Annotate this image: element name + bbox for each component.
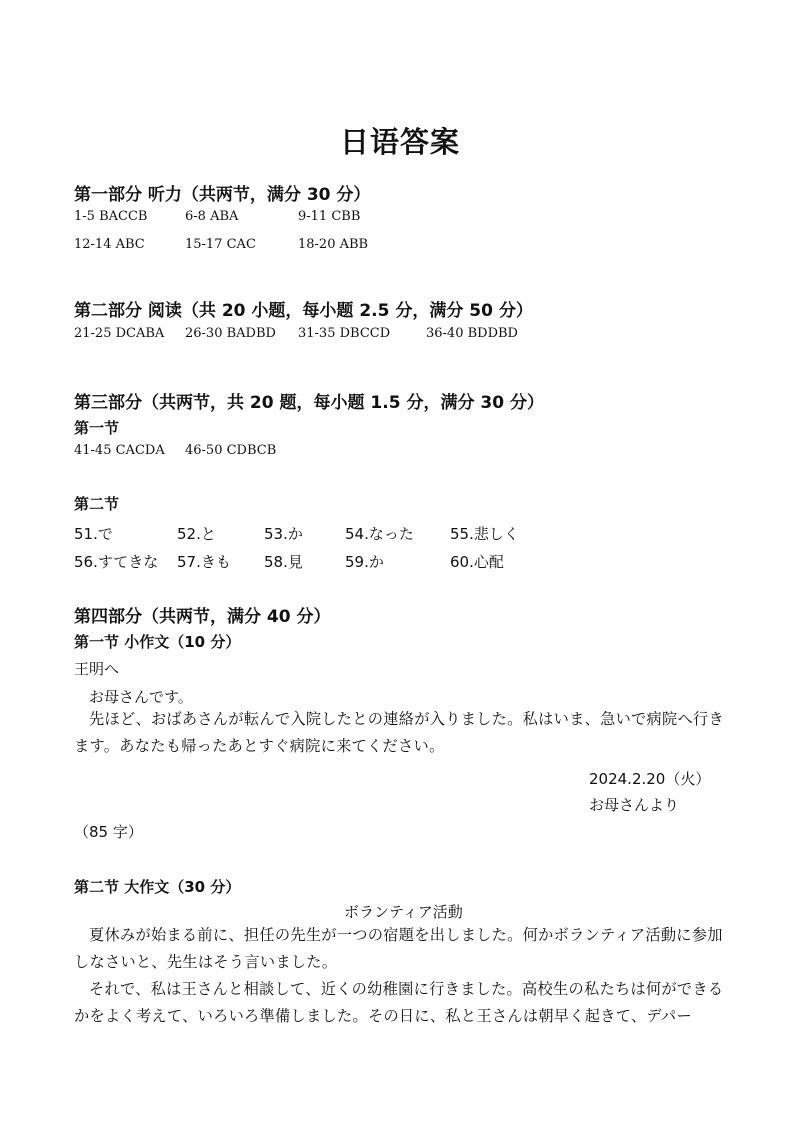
cloze-answer: 60.心配 (450, 553, 504, 571)
answer-group: 6-8 ABA (185, 209, 239, 224)
cloze-answer: 53.か (264, 525, 303, 543)
answer-group: 21-25 DCABA (74, 326, 165, 341)
cloze-answer: 58.見 (264, 553, 303, 571)
part3-heading: 第三部分（共两节，共 20 题，每小题 1.5 分，满分 30 分） (74, 393, 544, 413)
answer-group: 9-11 CBB (298, 209, 361, 224)
letter-opening: お母さんです。 (89, 688, 193, 706)
cloze-answer: 52.と (177, 525, 216, 543)
part4-section2-heading: 第二节 大作文（30 分） (74, 878, 241, 896)
cloze-answer: 56.すてきな (74, 553, 159, 571)
part3-section2-heading: 第二节 (74, 495, 120, 513)
essay-paragraph: 夏休みが始まる前に、担任の先生が一つの宿題を出しました。何かボランティア活動に参加しなさいと、先生はそう言いました。 (74, 926, 723, 971)
answer-group: 26-30 BADBD (185, 326, 276, 341)
part4-heading: 第四部分（共两节，满分 40 分） (74, 607, 331, 627)
part2-heading: 第二部分 阅读（共 20 小题，每小题 2.5 分，满分 50 分） (74, 301, 533, 321)
answer-group: 31-35 DBCCD (298, 326, 391, 341)
cloze-answer: 57.きも (177, 553, 231, 571)
answer-group: 12-14 ABC (74, 237, 145, 252)
essay-paragraph: それで、私は王さんと相談して、近くの幼稚園に行きました。高校生の私たちは何ができるかをよく考えて、いろいろ準備しました。その日に、私と王さんは朝早く起きて、デパー (74, 980, 724, 1025)
letter-sender: お母さんより (589, 796, 680, 814)
cloze-answer: 55.悲しく (450, 525, 519, 543)
answer-group: 46-50 CDBCB (185, 443, 277, 458)
answer-group: 15-17 CAC (185, 237, 256, 252)
part1-heading: 第一部分 听力（共两节，满分 30 分） (74, 185, 371, 205)
answer-group: 36-40 BDDBD (426, 326, 518, 341)
answer-group: 18-20 ABB (298, 237, 369, 252)
character-count: （85 字） (74, 823, 143, 841)
cloze-answer: 54.なった (345, 525, 414, 543)
letter-date: 2024.2.20（火） (589, 770, 711, 788)
answer-group: 1-5 BACCB (74, 209, 148, 224)
letter-body: 先ほど、おばあさんが転んで入院したとの連絡が入りました。私はいま、急いで病院へ行きます。あなたも帰ったあとすぐ病院に来てください。 (74, 710, 724, 755)
cloze-answer: 51.で (74, 525, 113, 543)
part3-section1-heading: 第一节 (74, 419, 120, 437)
answer-group: 41-45 CACDA (74, 443, 165, 458)
cloze-answer: 59.か (345, 553, 384, 571)
page-title: 日语答案 (339, 125, 460, 159)
essay-title: ボランティア活動 (344, 903, 463, 921)
letter-addressee: 王明へ (74, 660, 120, 678)
part4-section1-heading: 第一节 小作文（10 分） (74, 633, 241, 651)
